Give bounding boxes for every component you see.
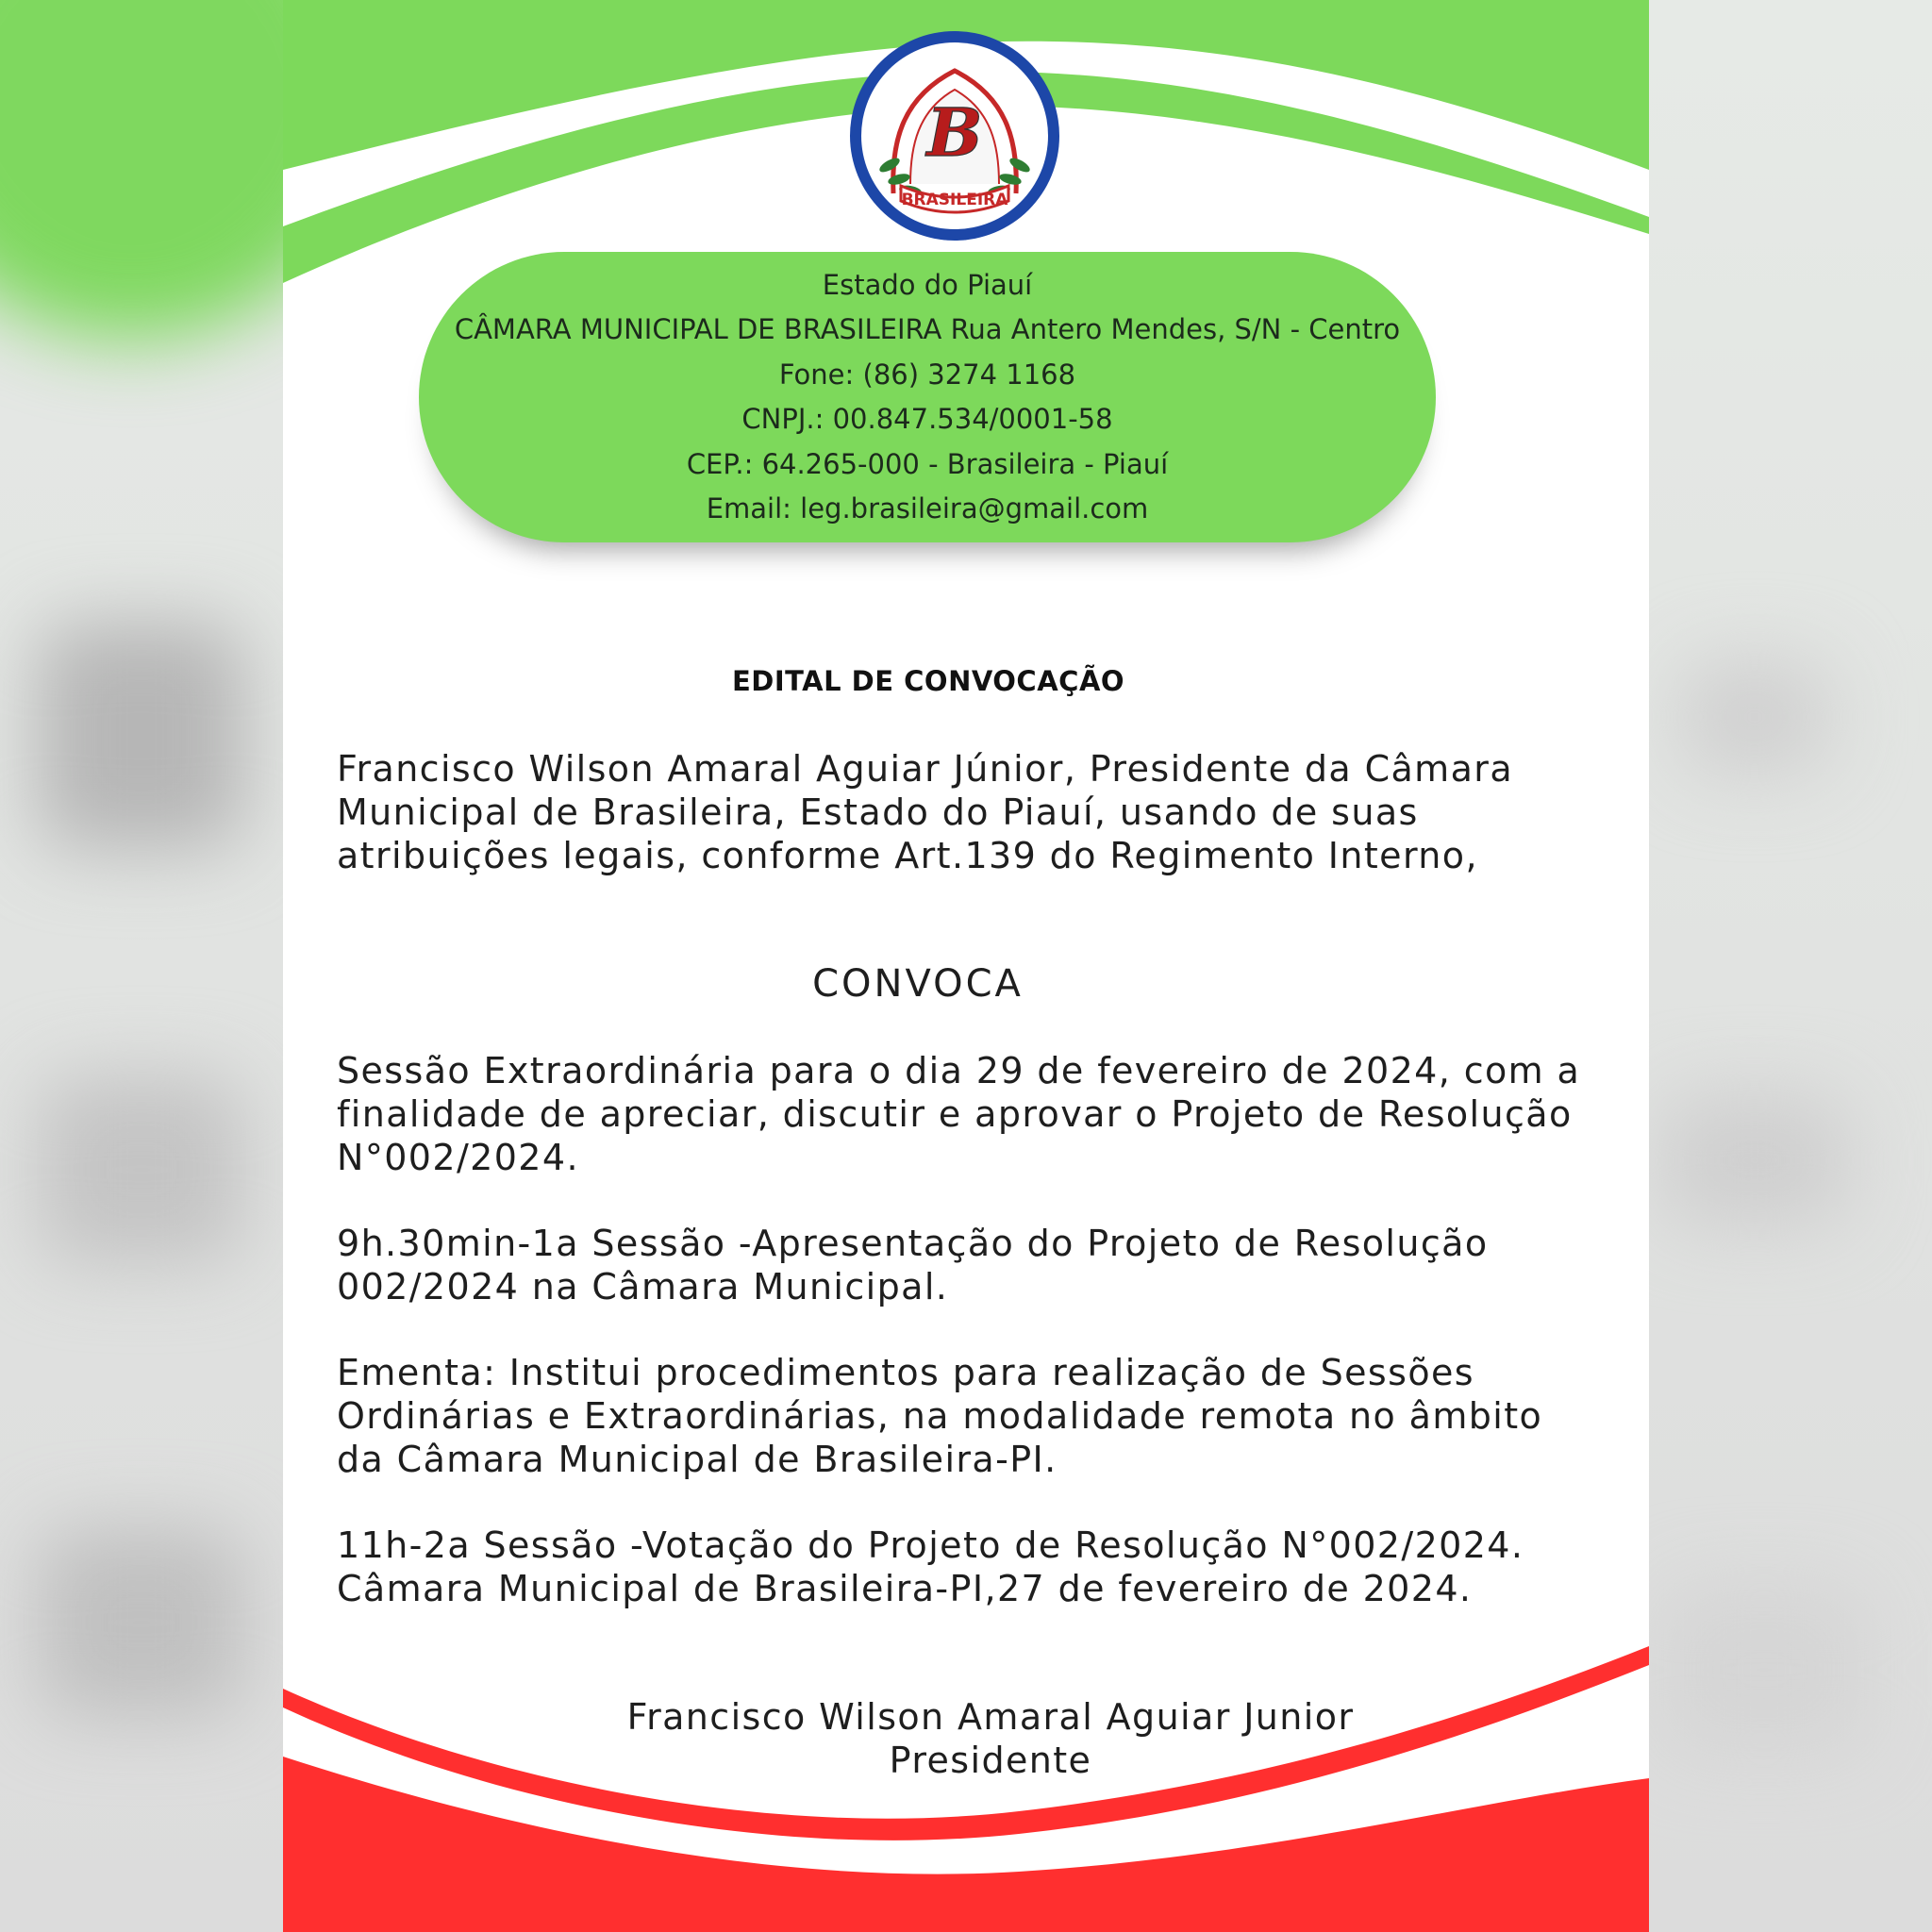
- signature-role: Presidente: [889, 1740, 1092, 1781]
- document-page: [283, 0, 1649, 1932]
- ementa-paragraph: Ementa: Institui procedimentos para realização de Sessões Ordinárias e Extraordinárias, na modalidade remota no âmbito da Câmara Municipal de Brasileira-PI.: [337, 1352, 1543, 1480]
- second-session-paragraph: 11h-2a Sessão -Votação do Projeto de Resolução N°002/2024. Câmara Municipal de Brasileira-PI,27 de fevereiro de 2024.: [337, 1524, 1524, 1609]
- header-phone: Fone: (86) 3274 1168: [778, 358, 1076, 391]
- header-institution-address: CÂMARA MUNICIPAL DE BRASILEIRA Rua Antero Mendes, S/N - Centro: [454, 313, 1401, 345]
- institution-header: [419, 252, 1436, 542]
- convoca-heading: CONVOCA: [812, 962, 1024, 1006]
- header-cep: CEP.: 64.265-000 - Brasileira - Piauí: [686, 447, 1169, 480]
- first-session-paragraph: 9h.30min-1a Sessão -Apresentação do Projeto de Resolução 002/2024 na Câmara Municipal.: [337, 1223, 1489, 1307]
- header-state: Estado do Piauí: [822, 268, 1033, 301]
- document-title: EDITAL DE CONVOCAÇÃO: [731, 665, 1125, 697]
- signature-name: Francisco Wilson Amaral Aguiar Junior: [626, 1696, 1355, 1738]
- session-paragraph: Sessão Extraordinária para o dia 29 de fevereiro de 2024, com a finalidade de apreciar, discutir e aprovar o Projeto de Resolução N°002/2024.: [337, 1050, 1581, 1178]
- municipal-seal: [850, 31, 1059, 241]
- seal-ribbon-text: BRASILEIRA: [901, 191, 1008, 209]
- seal-emblem-icon: [861, 42, 1048, 229]
- seal-monogram: B: [926, 93, 983, 172]
- intro-paragraph: Francisco Wilson Amaral Aguiar Júnior, Presidente da Câmara Municipal de Brasileira, Estado do Piauí, usando de suas atribuições legais, conforme Art.139 do Regimento Interno,: [337, 748, 1513, 876]
- header-email: Email: leg.brasileira@gmail.com: [706, 492, 1149, 525]
- header-cnpj: CNPJ.: 00.847.534/0001-58: [741, 403, 1113, 435]
